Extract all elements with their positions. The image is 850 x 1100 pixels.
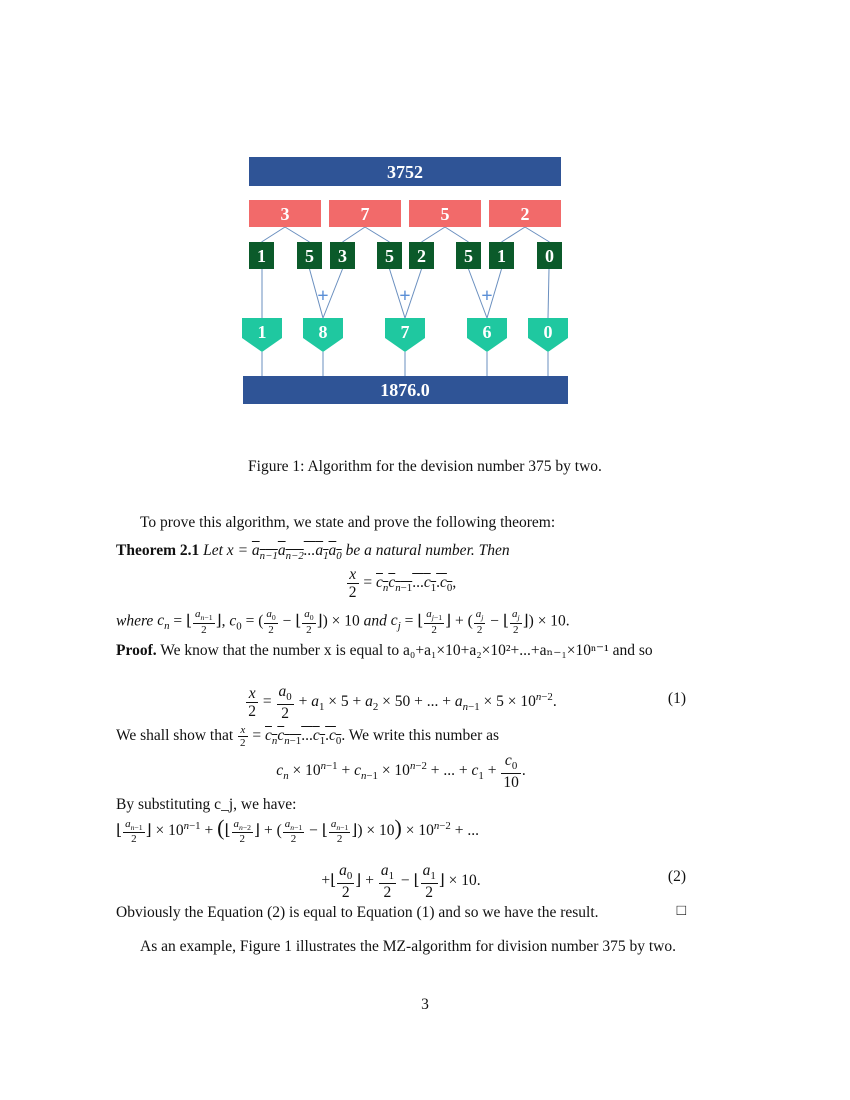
connector-line	[548, 269, 549, 318]
sum-label: 6	[482, 322, 492, 342]
show-paragraph: We shall show that $\frac{x}{2}$ = $c_nc_{n-1}...c_1.c_0$. We write this number as	[116, 724, 500, 750]
digit-label: 3	[280, 204, 290, 224]
theorem-statement: Theorem 2.1 Let $x = a_{n-1}a_{n-2}...a_1a_0$ be a natural number. Then	[116, 542, 510, 563]
intro-paragraph: To prove this algorithm, we state and prove the following theorem:	[140, 514, 556, 531]
sum-label: 8	[318, 322, 328, 342]
equation-2-number: (2)	[667, 868, 686, 885]
equation-2-part-2: +⌊ $\frac{a_0}{2}$ ⌋ + $\frac{a_1}{2}$ − ⌊ $\frac{a_1}{2}$ ⌋ × 10.	[321, 862, 481, 902]
qed-symbol: □	[676, 902, 686, 919]
half-label: 5	[464, 246, 473, 266]
connector-line	[262, 227, 286, 242]
result-number: 1876.0	[380, 380, 430, 400]
sum-label: 7	[400, 322, 410, 342]
digit-label: 5	[440, 204, 450, 224]
connector-line	[285, 227, 310, 242]
half-label: 1	[257, 246, 266, 266]
proof-label: Proof.	[116, 642, 157, 659]
digit-label: 7	[360, 204, 370, 224]
connector-line	[343, 227, 366, 242]
proof-paragraph	[116, 640, 686, 661]
connector-line	[525, 227, 550, 242]
conclusion-line: Obviously the Equation (2) is equal to Equation (1) and so we have the result.	[116, 904, 599, 921]
algorithm-figure	[0, 0, 850, 440]
equation-1: $\frac{x}{2}$ = $\frac{a_0}{2}$ + $a_1 \times 5 + a_2 \times 50$ + ... + $a_{n-1} \times 5 \times 10^{n-2}$.	[248, 683, 557, 723]
substitution-line: By substituting c_j, we have:	[116, 796, 297, 813]
half-label: 1	[497, 246, 506, 266]
equation-1-number: (1)	[667, 690, 686, 707]
figure-caption: Figure 1: Algorithm for the devision number 375 by two.	[248, 458, 602, 475]
page-number: 3	[421, 996, 429, 1013]
sum-label: 1	[257, 322, 267, 342]
half-label: 3	[338, 246, 347, 266]
equation-2-part-1: ⌊ $\frac{a_{n-1}}{2}$ ⌋ × $10^{n-1}$ + (⌊ $\frac{a_{n-2}}{2}$ ⌋ + ( $\frac{a_{n-1}}{2}$ − ⌊ $\frac{a_{n-1}}{2}$ ⌋) × $10) \times 10^{n-2}$ + ...	[116, 815, 479, 846]
half-label: 2	[417, 246, 426, 266]
theorem-equation: $\frac{x}{2}$ = $c_nc_{n-1}...c_1.c_0$,	[348, 566, 457, 602]
connector-line	[422, 227, 446, 242]
example-paragraph: As an example, Figure 1 illustrates the MZ-algorithm for division number 375 by two.	[140, 938, 676, 955]
connector-line	[365, 227, 390, 242]
top-number: 3752	[387, 162, 423, 182]
plus-icon: +	[399, 285, 411, 307]
theorem-where: where $c_n$ = ⌊ $\frac{a_{n-1}}{2}$ ⌋, $c_0$ = ( $\frac{a_0}{2}$ − ⌊ $\frac{a_0}{2}$ ⌋) × 10 and $c_j$ = ⌊ $\frac{a_{j-1}}{2}$ ⌋ + ( $\frac{a_j}{2}$ − ⌊ $\frac{a_j}{2}$ ⌋) × 10.	[116, 608, 570, 636]
connector-line	[445, 227, 469, 242]
plus-icon: +	[317, 285, 329, 307]
sum-label: 0	[543, 322, 553, 342]
half-label: 0	[545, 246, 554, 266]
plus-icon: +	[481, 285, 493, 307]
digit-label: 2	[520, 204, 530, 224]
expansion-equation: $c_n \times 10^{n-1} + c_{n-1} \times 10^{n-2}$ + ... + $c_1$ + $\frac{c_0}{10}$ .	[276, 752, 526, 792]
half-label: 5	[305, 246, 314, 266]
half-label: 5	[385, 246, 394, 266]
connector-line	[502, 227, 526, 242]
proof-text: We know that the number x is equal to a₀+a₁×10+a₂×10²+...+aₙ₋₁×10ⁿ⁻¹ and so	[160, 642, 653, 659]
theorem-label: Theorem 2.1	[116, 542, 200, 559]
